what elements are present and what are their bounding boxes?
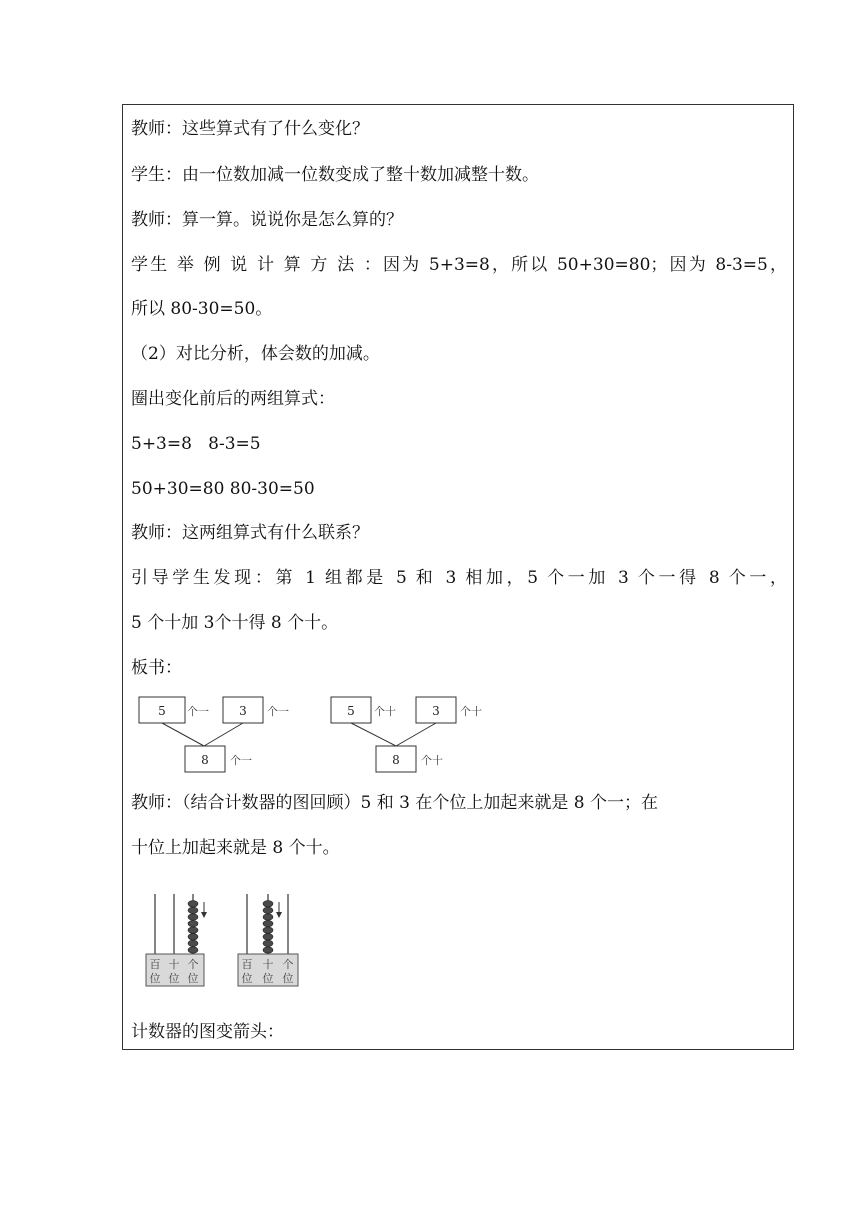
abacus-tens bbox=[238, 894, 298, 986]
diagram1-unit-sum: 个一 bbox=[230, 754, 252, 767]
abacus-bead bbox=[263, 901, 273, 907]
abacus-bead bbox=[263, 920, 273, 926]
text-line-6: （2）对比分析，体会数的加减。 bbox=[131, 344, 380, 364]
abacus-bead bbox=[263, 947, 273, 953]
abacus1-label-ones: 个 bbox=[187, 958, 199, 971]
diagram2-unit-a: 个十 bbox=[374, 705, 396, 718]
abacus2-label-hundreds: 百 bbox=[241, 958, 253, 971]
diagram-ones bbox=[139, 697, 289, 772]
abacus-bead bbox=[188, 934, 198, 940]
abacus1-label-bottom-1: 位 bbox=[149, 972, 161, 985]
text-line-14: 教师：（结合计数器的图回顾）5 和 3 在个位上加起来就是 8 个一；在 bbox=[131, 793, 658, 813]
diagram2-a: 5 bbox=[347, 704, 355, 718]
text-line-9: 50+30=80 80-30=50 bbox=[131, 479, 315, 499]
abacus-bead bbox=[263, 927, 273, 933]
abacus2-label-tens: 十 bbox=[262, 958, 274, 971]
abacus-bead bbox=[188, 927, 198, 933]
diagram2-unit-b: 个十 bbox=[460, 705, 482, 718]
text-line-2: 学生：由一位数加减一位数变成了整十数加减整十数。 bbox=[131, 165, 539, 185]
abacus-bead bbox=[263, 907, 273, 913]
abacus-ones-beads bbox=[188, 901, 198, 954]
arrow-down-icon bbox=[276, 912, 282, 918]
text-line-5: 所以 80-30=50。 bbox=[131, 299, 273, 319]
diagram2-b: 3 bbox=[432, 704, 440, 718]
text-line-12: 5 个十加 3个十得 8 个十。 bbox=[131, 613, 339, 633]
abacus1-label-bottom-3: 位 bbox=[187, 972, 199, 985]
text-line-13: 板书： bbox=[131, 658, 182, 678]
abacus2-label-bottom-1: 位 bbox=[241, 972, 253, 985]
text-line-3: 教师：算一算。说说你是怎么算的？ bbox=[131, 210, 403, 230]
diagram1-sum: 8 bbox=[201, 753, 209, 767]
abacus-bead bbox=[188, 947, 198, 953]
abacus1-label-bottom-2: 位 bbox=[168, 972, 180, 985]
text-line-4: 学生 举 例 说 计 算 方 法 ：因为 5+3=8，所以 50+30=80；因为 8-3=5， bbox=[131, 255, 787, 275]
abacus2-label-bottom-2: 位 bbox=[262, 972, 274, 985]
abacus-tens-beads bbox=[263, 901, 273, 954]
abacus1-label-hundreds: 百 bbox=[149, 958, 161, 971]
diagram1-unit-a: 个一 bbox=[187, 705, 209, 718]
board-diagram bbox=[130, 690, 510, 780]
text-line-11: 引导学生发现：第 1 组都是 5 和 3 相加，5 个一加 3 个一得 8 个一， bbox=[131, 568, 787, 588]
text-line-7: 圈出变化前后的两组算式： bbox=[131, 389, 335, 409]
abacus-bead bbox=[188, 901, 198, 907]
text-line-1: 教师：这些算式有了什么变化？ bbox=[131, 119, 369, 139]
abacus-bead bbox=[188, 920, 198, 926]
abacus-bead bbox=[263, 940, 273, 946]
abacus-bead bbox=[263, 914, 273, 920]
diagram1-a: 5 bbox=[158, 704, 166, 718]
abacus2-label-ones: 个 bbox=[282, 958, 294, 971]
diagram1-unit-b: 个一 bbox=[267, 705, 289, 718]
diagram1-b: 3 bbox=[239, 704, 247, 718]
diagram2-sum: 8 bbox=[392, 753, 400, 767]
abacus1-label-tens: 十 bbox=[168, 958, 180, 971]
arrow-down-icon bbox=[201, 912, 207, 918]
text-line-8: 5+3=8 8-3=5 bbox=[131, 434, 261, 454]
text-line-15: 十位上加起来就是 8 个十。 bbox=[131, 838, 340, 858]
text-line-16: 计数器的图变箭头： bbox=[131, 1022, 284, 1042]
abacus-ones bbox=[146, 894, 207, 986]
abacus2-label-bottom-3: 位 bbox=[282, 972, 294, 985]
abacus-bead bbox=[188, 907, 198, 913]
abacus-bead bbox=[188, 914, 198, 920]
diagram2-unit-sum: 个十 bbox=[421, 754, 443, 767]
abacus-bead bbox=[188, 940, 198, 946]
diagram-tens bbox=[331, 697, 482, 772]
text-line-10: 教师：这两组算式有什么联系？ bbox=[131, 523, 369, 543]
abacus-figures bbox=[140, 890, 310, 990]
abacus-bead bbox=[263, 934, 273, 940]
